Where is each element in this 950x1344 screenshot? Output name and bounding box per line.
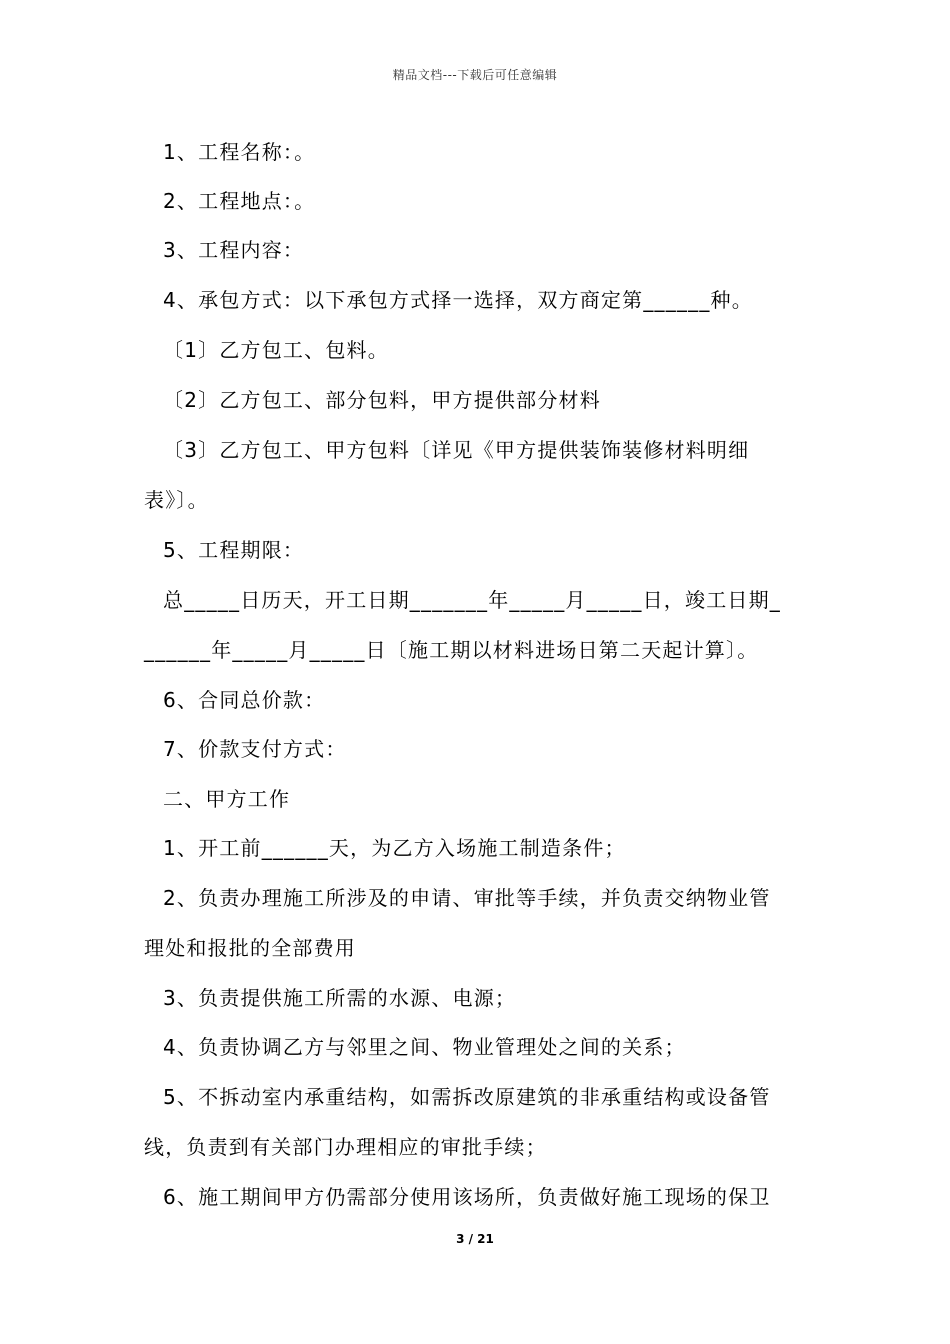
party-a-item-4: 4、负责协调乙方与邻里之间、物业管理处之间的关系； <box>163 1035 686 1059</box>
party-a-item-5: 5、不拆动室内承重结构，如需拆改原建筑的非承重结构或设备管 <box>163 1085 771 1109</box>
item-contract-method: 4、承包方式：以下承包方式择一选择，双方商定第______种。 <box>163 288 753 312</box>
section-heading-party-a-work: 二、甲方工作 <box>163 787 291 811</box>
period-detail: 总_____日历天，开工日期_______年_____月_____日，竣工日期_ <box>163 588 781 612</box>
page-number: 3 / 21 <box>456 1232 494 1246</box>
party-a-item-6: 6、施工期间甲方仍需部分使用该场所，负责做好施工现场的保卫 <box>163 1185 771 1209</box>
item-total-price: 6、合同总价款： <box>163 688 326 712</box>
page-header: 精品文档---下载后可任意编辑 <box>392 68 558 82</box>
party-a-item-2: 2、负责办理施工所涉及的申请、审批等手续，并负责交纳物业管 <box>163 886 771 910</box>
item-project-name: 1、工程名称：。 <box>163 140 316 164</box>
option-2: 〔2〕乙方包工、部分包料，甲方提供部分材料 <box>163 388 601 412</box>
option-1: 〔1〕乙方包工、包料。 <box>163 338 389 362</box>
party-a-item-5-continued: 线，负责到有关部门办理相应的审批手续； <box>144 1135 547 1159</box>
item-project-period: 5、工程期限： <box>163 538 305 562</box>
item-project-location: 2、工程地点：。 <box>163 189 316 213</box>
item-payment-method: 7、价款支付方式： <box>163 737 347 761</box>
period-detail-continued: ______年_____月_____日〔施工期以材料进场日第二天起计算〕。 <box>144 638 759 662</box>
party-a-item-1: 1、开工前______天，为乙方入场施工制造条件； <box>163 836 626 860</box>
item-project-content: 3、工程内容： <box>163 238 305 262</box>
option-3: 〔3〕乙方包工、甲方包料〔详见《甲方提供装饰装修材料明细 <box>163 438 750 462</box>
party-a-item-2-continued: 理处和报批的全部费用 <box>144 936 356 960</box>
option-3-continued: 表》〕。 <box>144 488 209 512</box>
party-a-item-3: 3、负责提供施工所需的水源、电源； <box>163 986 517 1010</box>
